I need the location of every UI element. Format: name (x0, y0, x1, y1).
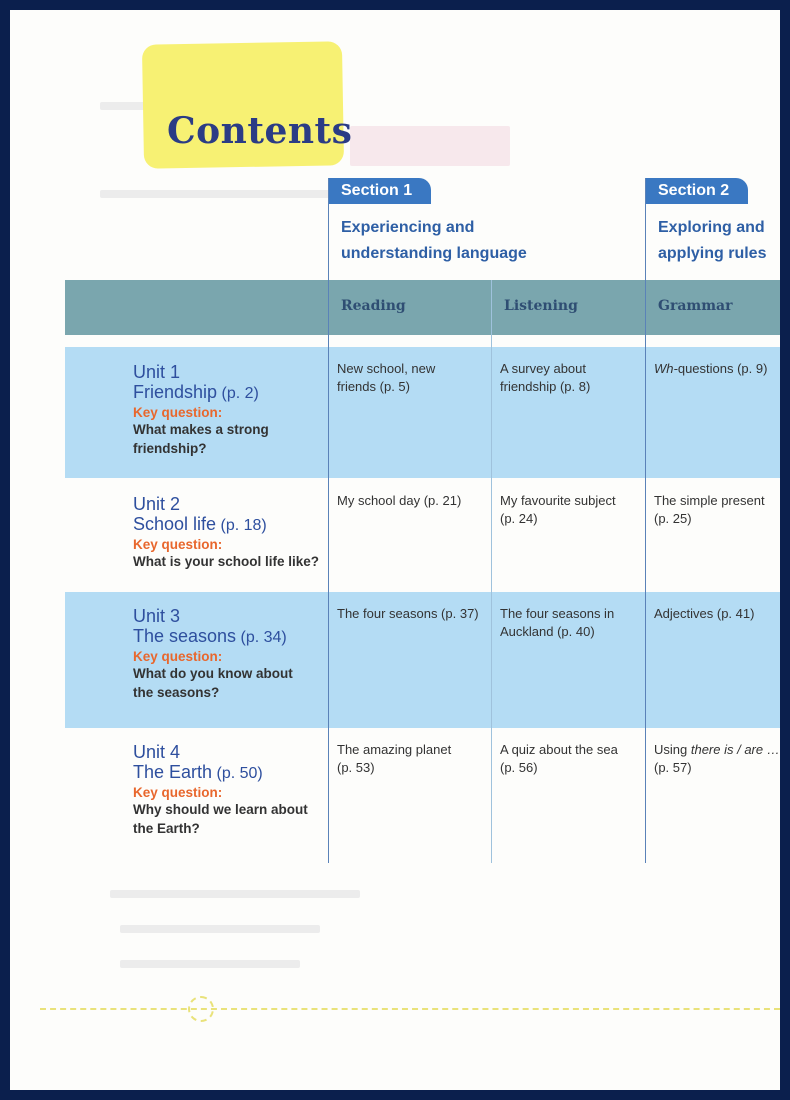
column-header-listening: Listening (504, 298, 578, 314)
background-mark (350, 126, 510, 166)
loop-decoration-icon (188, 996, 214, 1022)
unit-4-reading (337, 741, 451, 777)
unit-3-reading (337, 605, 479, 623)
cell-emphasis: Wh- (654, 361, 678, 376)
unit-2-reading (337, 492, 461, 510)
cell-line: The amazing planet (337, 742, 452, 757)
unit-1-listening (500, 360, 590, 396)
unit-name: School life (133, 514, 217, 534)
contents-page (10, 10, 780, 1090)
page-title: Contents (167, 110, 353, 152)
cell-line: questions (p. 9) (677, 361, 768, 376)
cell-line: (p. 56) (500, 760, 538, 775)
unit-1-reading (337, 360, 435, 396)
unit-number: Unit 2 (133, 494, 181, 514)
key-question-label: Key question: (133, 649, 223, 664)
unit-2-block (133, 494, 328, 571)
unit-number: Unit 3 (133, 606, 181, 626)
key-question-text: What is your school life like? (133, 554, 320, 569)
unit-1-grammar (654, 360, 767, 378)
unit-4-block (133, 742, 328, 838)
cell-line: The four seasons (p. 37) (337, 606, 479, 621)
cell-line: Using (654, 742, 691, 757)
section-2-desc-line: Exploring and (658, 219, 765, 236)
cell-line: A survey about (500, 361, 586, 376)
key-question-label: Key question: (133, 405, 223, 420)
unit-4-listening (500, 741, 618, 777)
key-question-text: friendship? (133, 441, 207, 456)
unit-2-listening (500, 492, 616, 528)
cell-line: My school day (p. 21) (337, 493, 462, 508)
unit-2-grammar (654, 492, 765, 528)
section-1-desc-line: Experiencing and (341, 219, 475, 236)
background-mark (100, 190, 330, 198)
section-1-desc-line: understanding language (341, 245, 527, 262)
column-header-reading: Reading (341, 298, 406, 314)
unit-number: Unit 4 (133, 742, 181, 762)
key-question-text: the seasons? (133, 685, 220, 700)
cell-line: Adjectives (p. 41) (654, 606, 755, 621)
unit-page: (p. 34) (240, 629, 287, 646)
cell-emphasis: there is / are … (690, 742, 780, 757)
key-question-text: the Earth? (133, 821, 200, 836)
cell-line: (p. 57) (654, 760, 692, 775)
section-2-description (658, 215, 766, 267)
unit-number: Unit 1 (133, 362, 181, 382)
dashed-divider (40, 1008, 780, 1012)
column-header-grammar: Grammar (658, 298, 733, 314)
unit-3-block (133, 606, 323, 702)
section-1-tab: Section 1 (328, 178, 431, 204)
section-2-tab: Section 2 (645, 178, 748, 204)
cell-line: New school, new (337, 361, 436, 376)
cell-line: The simple present (654, 493, 765, 508)
unit-page: (p. 18) (220, 517, 267, 534)
key-question-label: Key question: (133, 537, 223, 552)
background-mark (120, 925, 320, 933)
cell-line: The four seasons in (500, 606, 615, 621)
cell-line: (p. 24) (500, 511, 538, 526)
column-divider (491, 280, 492, 863)
background-mark (110, 890, 360, 898)
unit-name: The Earth (133, 762, 213, 782)
cell-line: A quiz about the sea (500, 742, 618, 757)
unit-1-block (133, 362, 323, 458)
unit-name: Friendship (133, 382, 218, 402)
unit-page: (p. 50) (216, 765, 263, 782)
cell-line: (p. 25) (654, 511, 692, 526)
unit-3-listening (500, 605, 614, 641)
key-question-label: Key question: (133, 785, 223, 800)
unit-3-grammar (654, 605, 754, 623)
unit-name: The seasons (133, 626, 237, 646)
section-divider (328, 178, 329, 863)
section-1-description (341, 215, 527, 267)
cell-line: friends (p. 5) (337, 379, 410, 394)
unit-4-grammar (654, 741, 780, 777)
cell-line: (p. 53) (337, 760, 375, 775)
cell-line: Auckland (p. 40) (500, 624, 595, 639)
section-2-desc-line: applying rules (658, 245, 767, 262)
key-question-text: What do you know about (133, 666, 293, 681)
unit-page: (p. 2) (221, 385, 259, 402)
background-mark (120, 960, 300, 968)
key-question-text: What makes a strong (133, 422, 269, 437)
cell-line: My favourite subject (500, 493, 616, 508)
section-divider (645, 178, 646, 863)
cell-line: friendship (p. 8) (500, 379, 591, 394)
key-question-text: Why should we learn about (133, 802, 308, 817)
